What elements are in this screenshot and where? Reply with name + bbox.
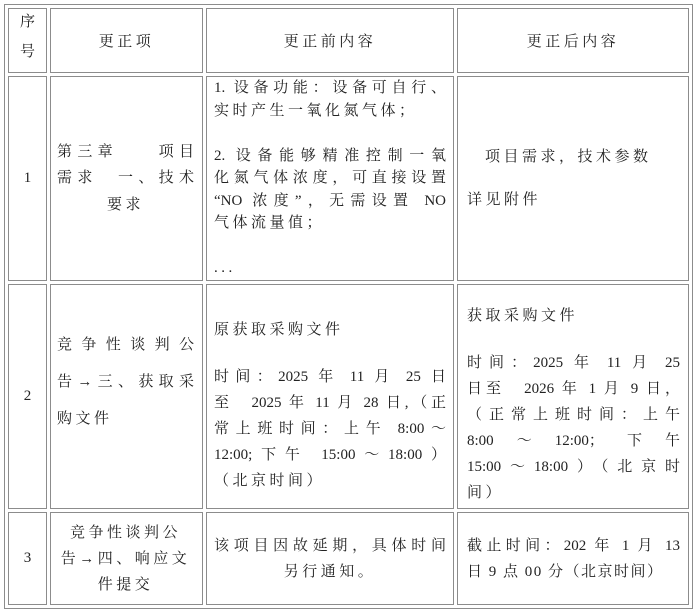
header-before-label: 更正前内容 (283, 34, 377, 50)
row-2-before-line: 原获取采购文件 (214, 322, 344, 338)
row-3-after-line: 日 9 点 00 分（北京时间） (467, 563, 664, 580)
row-1-before-line: 气体流量值； (214, 215, 326, 231)
row-2-item-line: 购文件 (57, 411, 113, 427)
row-2-before-line: 12:00;下午 15:00～18:00） (214, 447, 446, 463)
row-1-item-line: 第三章 项目 (57, 143, 194, 160)
row-2-after-line: 间） (467, 485, 505, 501)
row-1-before-paragraph (214, 257, 446, 280)
row-2-before-line: （北京时间） (214, 473, 326, 489)
row-1-before-line: 1. 设备功能：设备可自行、 (214, 80, 446, 96)
header-after-label: 更正后内容 (526, 34, 620, 50)
row-1-before-ellipsis: ... (214, 260, 236, 276)
header-cell-no (8, 8, 47, 73)
row-1-before-paragraph (214, 77, 446, 122)
row-1-after-line: 详见附件 (467, 191, 542, 208)
row-2-after-paragraph (467, 350, 680, 506)
header-cell-before (206, 8, 454, 73)
row-3-after-line: 截止时间：202 年 1 月 13 (467, 537, 680, 554)
row-2-before-paragraph (214, 317, 446, 343)
row-1-item-line: 需求 一、技术 (57, 170, 194, 187)
row-3-item-line: 竞争性谈判公 (69, 524, 181, 541)
row-3-item-line: 告→四、响应文 (60, 550, 191, 567)
row-1-item-cell (50, 76, 203, 281)
row-1-item-line: 要求 (106, 196, 144, 213)
row-2-before-paragraph (214, 364, 446, 494)
row-1-before-line: “NO 浓度”，无需设置 NO (214, 192, 446, 209)
row-3-before-line: 另行通知。 (283, 563, 377, 580)
row-1-no: 1 (23, 170, 32, 186)
row-1-after-line: 项目需求，技术参数 (485, 148, 652, 165)
row-2-after-line: 8:00～12:00；下午 (467, 433, 680, 449)
row-1-after-cell (457, 76, 689, 281)
row-3-no: 3 (23, 550, 32, 566)
header-cell-after (457, 8, 689, 73)
row-2-after-paragraph (467, 303, 680, 329)
row-3-no-cell (8, 512, 47, 605)
row-1-before-cell (206, 76, 454, 281)
row-2-after-cell (457, 284, 689, 509)
row-2-after-line: 时间：2025 年 11 月 25 (467, 355, 680, 371)
row-1-before-line: 2. 设备能够精准控制一氧 (214, 147, 446, 164)
row-1-no-cell (8, 76, 47, 281)
row-2-item-line: 竞争性谈判公 (57, 337, 194, 353)
header-no-label: 序号 (19, 14, 35, 60)
row-3-after-cell (457, 512, 689, 605)
row-2-item-cell (50, 284, 203, 509)
row-1-before-line: 化氮气体浓度，可直接设置 (214, 170, 446, 186)
row-2-after-line: 日至 2026 年 1 月 9 日， (467, 381, 680, 397)
row-2-before-cell (206, 284, 454, 509)
row-3-before-line: 该项目因故延期，具体时间 (214, 537, 446, 554)
row-2-after-line: 获取采购文件 (467, 308, 579, 324)
row-3-item-cell (50, 512, 203, 605)
row-2-before-line: 至 2025 年 11 月 28 日,（正 (214, 395, 446, 411)
row-2-before-line: 常上班时间：上午 8:00～ (214, 421, 446, 437)
row-2-no: 2 (23, 388, 32, 404)
row-2-no-cell (8, 284, 47, 509)
row-3-item-line: 件提交 (97, 576, 154, 593)
row-1-before-line: 实时产生一氧化氮气体； (214, 102, 418, 119)
row-2-before-line: 时间：2025 年 11 月 25 日 (214, 369, 446, 385)
row-2-item-line: 告→三、获取采 (57, 374, 194, 390)
row-1-before-paragraph (214, 145, 446, 235)
header-cell-item (50, 8, 203, 73)
header-item-label: 更正项 (98, 34, 155, 50)
row-2-after-line: （正常上班时间：上午 (467, 407, 680, 423)
row-3-before-cell (206, 512, 454, 605)
row-2-after-line: 15:00～18:00）（北京时 (467, 459, 680, 475)
